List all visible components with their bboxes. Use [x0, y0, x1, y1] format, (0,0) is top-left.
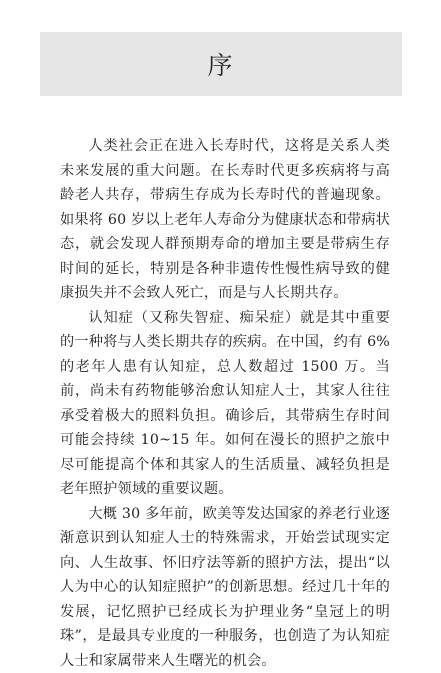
preface-title-bar — [40, 32, 402, 96]
paragraph-1: 人类社会正在进入长寿时代，这将是关系人类未来发展的重大问题。在长寿时代更多疾病将与高龄老人共存，带病生存成为长寿时代的普遍现象。如果将 60 岁以上老年人寿命分为健康状态和带病状态，就会发现人群预期寿命的增加主要是带病生存时间的延长，特别是各种非遗传性慢性病导致的健康损失并不会致人死亡，而是与人长期共存。 — [60, 134, 390, 306]
paragraph-3: 大概 30 多年前，欧美等发达国家的养老行业逐渐意识到认知症人士的特殊需求，开始尝试现实定向、人生故事、怀旧疗法等新的照护方法，提出“以人为中心的认知症照护”的创新思想。经过几十年的发展，记忆照护已经成长为护理业务“皇冠上的明珠”，是最具专业度的一种服务，也创造了为认知症人士和家属带来人生曙光的机会。 — [60, 502, 390, 673]
preface-body — [60, 134, 390, 673]
paragraph-2: 认知症（又称失智症、痴呆症）就是其中重要的一种将与人类长期共存的疾病。在中国，约有 6% 的老年人患有认知症，总人数超过 1500 万。当前，尚未有药物能够治愈认知症人士，其家人往往承受着极大的照料负担。确诊后，其带病生存时间可能会持续 10~15 年。如何在漫长的照护之旅中尽可能提高个体和其家人的生活质量、减轻负担是老年照护领域的重要议题。 — [60, 306, 390, 502]
page-title: 序 — [207, 46, 234, 82]
